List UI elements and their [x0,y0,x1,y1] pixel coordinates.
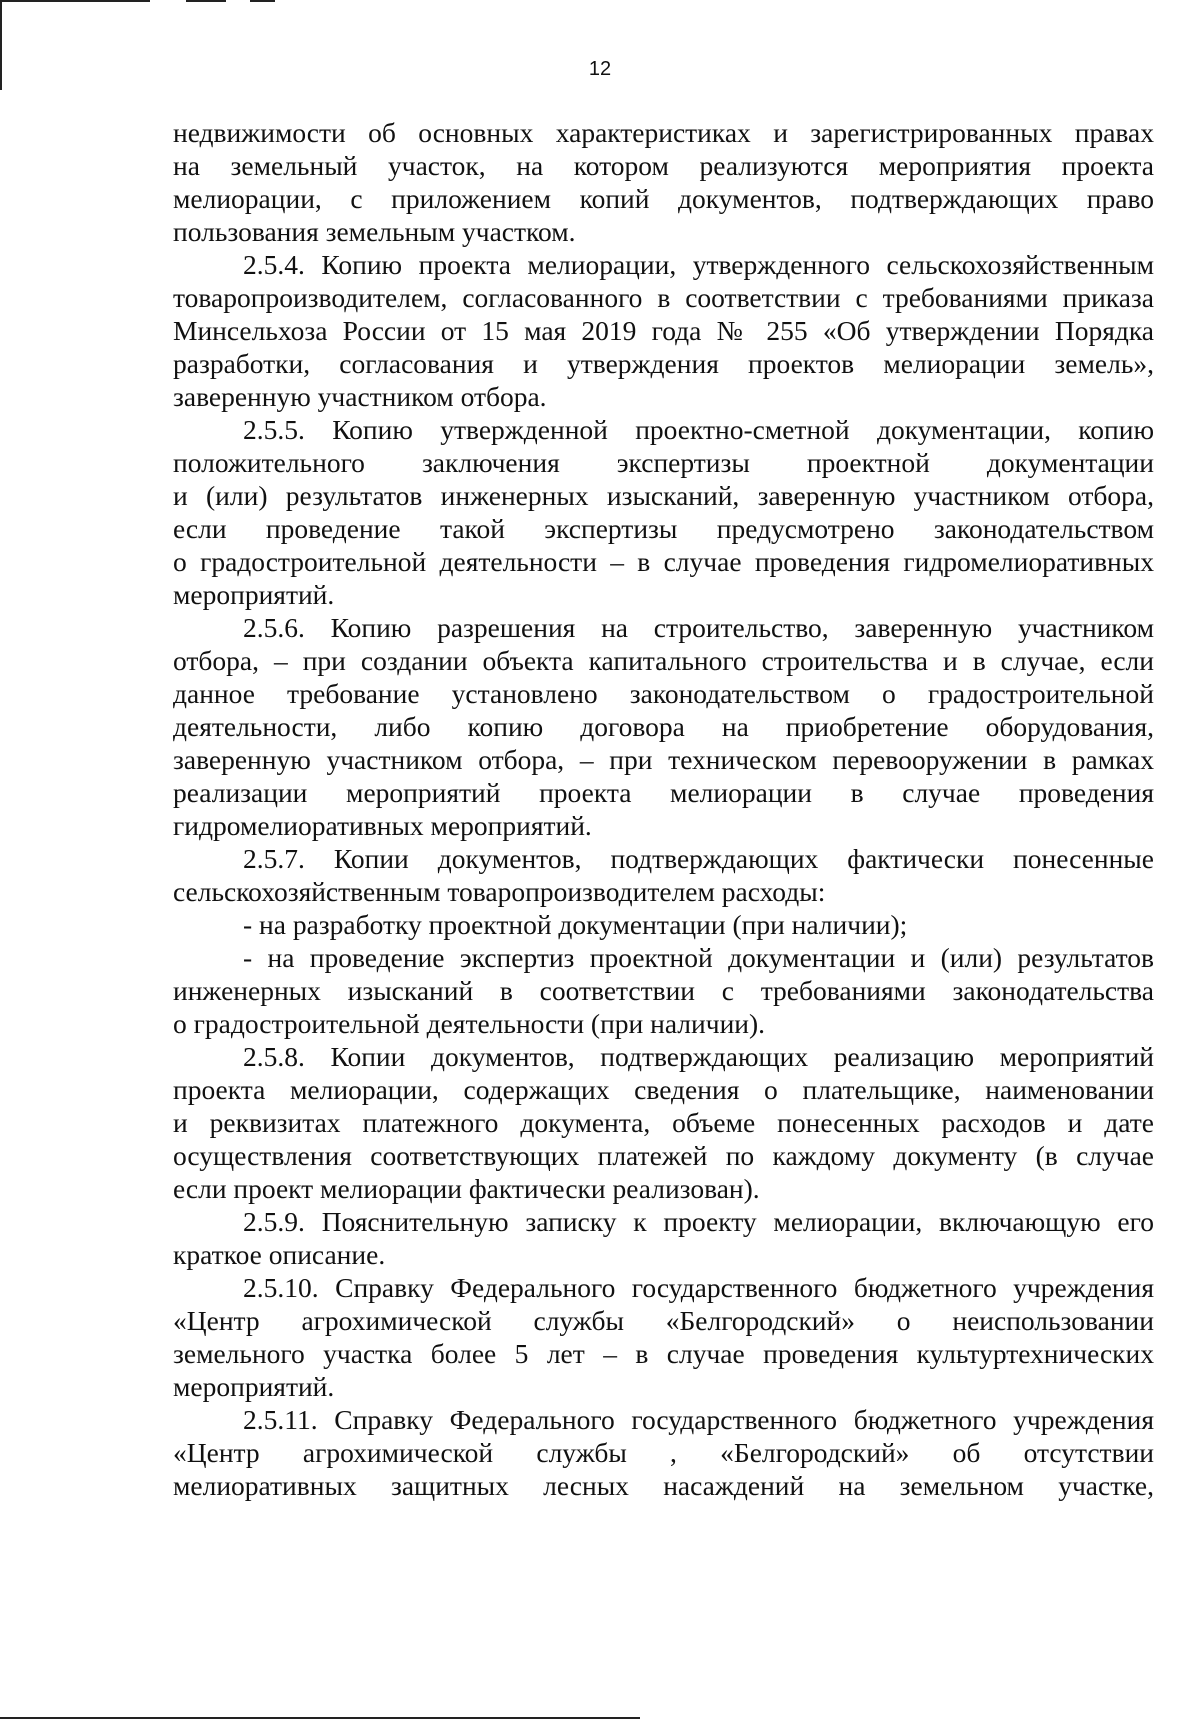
text-line: «Центр агрохимической службы , «Белгородский» об отсутствии [173,1437,1154,1468]
text-line: если проведение такой экспертизы предусмотрено законодательством [173,513,1154,544]
paragraph [173,1271,1154,1403]
text-line: пользования земельным участком. [173,216,576,247]
paragraph [173,1040,1154,1205]
text-line: товаропроизводителем, согласованного в соответствии с требованиями приказа [173,282,1154,313]
text-line: 2.5.11. Справку Федерального государственного бюджетного учреждения [243,1404,1154,1435]
paragraph [173,1403,1154,1502]
text-line: если проект мелиорации фактически реализован). [173,1173,760,1204]
text-line: данное требование установлено законодательством о градостроительной [173,678,1154,709]
text-line: положительного заключения экспертизы проектной документации [173,447,1154,478]
text-line: 2.5.9. Пояснительную записку к проекту мелиорации, включающую его [243,1206,1154,1237]
paragraph [173,116,1154,248]
text-line: мероприятий. [173,579,335,610]
text-line: и реквизитах платежного документа, объеме понесенных расходов и дате [173,1107,1154,1138]
text-line: - на разработку проектной документации (при наличии); [243,909,908,940]
text-line: и (или) результатов инженерных изысканий, заверенную участником отбора, [173,480,1154,511]
text-line: 2.5.8. Копии документов, подтверждающих реализацию мероприятий [243,1041,1154,1072]
text-line: о градостроительной деятельности – в случае проведения гидромелиоративных [173,546,1154,577]
text-line: 2.5.4. Копию проекта мелиорации, утвержденного сельскохозяйственным [243,249,1154,280]
paragraph [173,908,1154,941]
text-line: деятельности, либо копию договора на приобретение оборудования, [173,711,1154,742]
text-line: 2.5.7. Копии документов, подтверждающих фактически понесенные [243,843,1154,874]
paragraph [173,842,1154,908]
paragraph [173,1205,1154,1271]
scan-edge-line-top-right [250,0,275,2]
text-line: Минсельхоза России от 15 мая 2019 года № 255 «Об утверждении Порядка [173,315,1154,346]
paragraph [173,941,1154,1040]
text-line: мероприятий. [173,1371,335,1402]
document-body [173,116,1154,1502]
text-line: заверенную участником отбора. [173,381,547,412]
text-line: земельного участка более 5 лет – в случае проведения культуртехнических [173,1338,1154,1369]
text-line: отбора, – при создании объекта капитального строительства и в случае, если [173,645,1154,676]
text-line: гидромелиоративных мероприятий. [173,810,592,841]
text-line: 2.5.5. Копию утвержденной проектно-сметной документации, копию [243,414,1154,445]
scan-edge-line-bottom [0,1717,640,1719]
text-line: «Центр агрохимической службы «Белгородский» о неиспользовании [173,1305,1154,1336]
text-line: инженерных изысканий в соответствии с требованиями законодательства [173,975,1154,1006]
text-line: мелиоративных защитных лесных насаждений на земельном участке, [173,1470,1154,1501]
text-line: на земельный участок, на котором реализуются мероприятия проекта [173,150,1154,181]
text-line: 2.5.6. Копию разрешения на строительство, заверенную участником [243,612,1154,643]
paragraph [173,611,1154,842]
text-line: сельскохозяйственным товаропроизводителем расходы: [173,876,826,907]
text-line: недвижимости об основных характеристиках и зарегистрированных правах [173,117,1154,148]
paragraph [173,248,1154,413]
paragraph [173,413,1154,611]
text-line: осуществления соответствующих платежей по каждому документу (в случае [173,1140,1154,1171]
text-line: мелиорации, с приложением копий документов, подтверждающих право [173,183,1154,214]
text-line: краткое описание. [173,1239,386,1270]
text-line: заверенную участником отбора, – при техническом перевооружении в рамках [173,744,1154,775]
text-line: проекта мелиорации, содержащих сведения о плательщике, наименовании [173,1074,1154,1105]
scan-edge-line-top-left [0,0,150,2]
text-line: разработки, согласования и утверждения проектов мелиорации земель», [173,348,1154,379]
text-line: 2.5.10. Справку Федерального государственного бюджетного учреждения [243,1272,1154,1303]
text-line: - на проведение экспертиз проектной документации и (или) результатов [243,942,1154,973]
text-line: реализации мероприятий проекта мелиорации в случае проведения [173,777,1154,808]
scan-edge-line-top-mid [186,0,226,2]
text-line: о градостроительной деятельности (при наличии). [173,1008,766,1039]
page-number: 12 [588,58,612,80]
